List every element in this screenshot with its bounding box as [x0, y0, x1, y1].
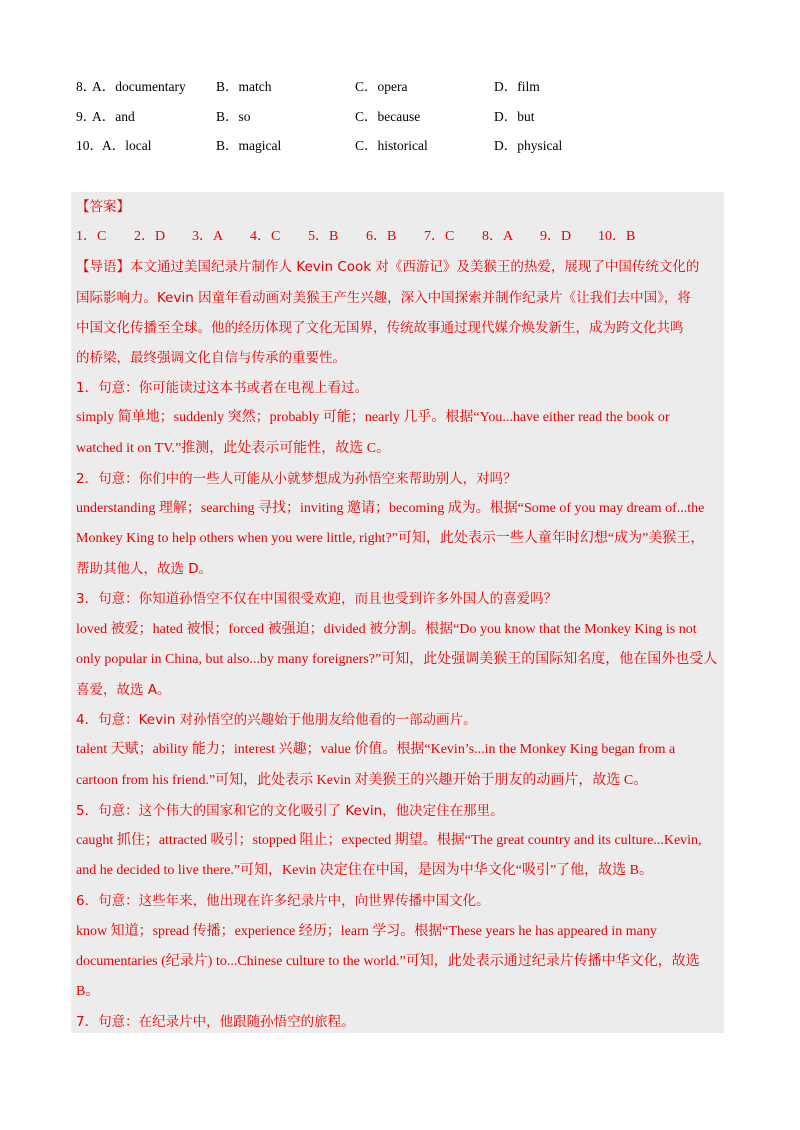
explanation-line: simply 简单地；suddenly 突然；probably 可能；nearly 几乎。根据“You...have either read the book or [76, 410, 670, 426]
explanation-line: 4．句意：Kevin 对孙悟空的兴趣始于他朋友给他看的一部动画片。 [76, 712, 477, 729]
answer-key: 7．C [424, 229, 455, 245]
explanation-line: cartoon from his friend.”可知，此处表示 Kevin 对美猴王的兴趣开始于朋友的动画片，故选 C。 [76, 772, 648, 788]
intro-line: 的桥梁，最终强调文化自信与传承的重要性。 [76, 349, 346, 366]
explanation-line: loved 被爱；hated 被恨；forced 被强迫；divided 被分割。根据“Do you know that the Monkey King is not [76, 621, 697, 637]
answer-key-row [76, 222, 721, 252]
explanation-line: 6．句意：这些年来，他出现在许多纪录片中，向世界传播中国文化。 [76, 893, 490, 910]
question-9-options [76, 106, 726, 136]
option-c: C．historical [355, 138, 428, 153]
question-number: 9． [76, 108, 97, 124]
option-c: C．opera [355, 79, 408, 94]
explanation-line: watched it on TV.”推测，此处表示可能性，故选 C。 [76, 440, 391, 456]
option-c: C．because [355, 108, 421, 124]
option-a: A．and [92, 108, 135, 124]
intro-line: 国际影响力。Kevin 因童年看动画对美猴王产生兴趣，深入中国探索并制作纪录片《让我们去中国》，将 [76, 289, 691, 306]
answer-key: 6．B [366, 229, 397, 245]
option-d: D．film [494, 79, 540, 94]
explanation-line: caught 抓住；attracted 吸引；stopped 阻止；expected 期望。根据“The great country and its culture...Kevin, [76, 832, 702, 848]
explanation-line: 7．句意：在纪录片中，他跟随孙悟空的旅程。 [76, 1014, 355, 1031]
option-b: B．magical [216, 138, 282, 153]
answer-key: 2．D [134, 229, 166, 245]
explanation-line: 1．句意：你可能读过这本书或者在电视上看过。 [76, 380, 369, 397]
option-a: A．documentary [92, 79, 186, 94]
answer-key: 1．C [76, 229, 107, 245]
explanation-line: documentaries (纪录片) to...Chinese culture to the world.”可知，此处表示通过纪录片传播中华文化，故选 [76, 953, 700, 969]
question-number: 8． [76, 79, 97, 94]
answer-key: 4．C [250, 229, 281, 245]
answer-section [71, 192, 724, 1033]
explanation-line: and he decided to live there.”可知，Kevin 决定住在中国，是因为中华文化“吸引”了他，故选 B。 [76, 863, 654, 879]
option-d: D．but [494, 108, 535, 124]
explanation-line: talent 天赋；ability 能力；interest 兴趣；value 价值。根据“Kevin’s...in the Monkey King began from a [76, 742, 676, 758]
explanation-line: 帮助其他人，故选 D。 [76, 561, 213, 578]
explanation-line: 喜爱，故选 A。 [76, 682, 171, 698]
explanation-line: 2．句意：你们中的一些人可能从小就梦想成为孙悟空来帮助别人，对吗？ [76, 470, 517, 487]
option-a: A．local [102, 138, 152, 153]
explanation-line: B。 [76, 983, 100, 999]
answer-key: 10．B [598, 229, 636, 245]
explanation-line: only popular in China, but also...by many foreigners?”可知，此处强调美猴王的国际知名度，他在国外也受人 [76, 651, 718, 667]
answer-key: 3．A [192, 229, 224, 245]
question-10-options [76, 135, 726, 165]
intro-line: 中国文化传播至全球。他的经历体现了文化无国界，传统故事通过现代媒介焕发新生，成为跨文化共鸣 [76, 319, 684, 336]
option-b: B．match [216, 79, 272, 94]
answer-key: 9．D [540, 229, 572, 245]
explanation-line: Monkey King to help others when you were little, right?”可知，此处表示一些人童年时幻想“成为”美猴王， [76, 531, 705, 547]
answer-key: 8．A [482, 229, 514, 245]
answer-key: 5．B [308, 229, 339, 245]
explanation-line: 3．句意：你知道孙悟空不仅在中国很受欢迎，而且也受到许多外国人的喜爱吗？ [76, 591, 558, 608]
intro-line: 【导语】本文通过美国纪录片制作人 Kevin Cook 对《西游记》及美猴王的热爱，展现了中国传统文化的 [76, 259, 700, 276]
option-d: D．physical [494, 138, 563, 153]
answer-heading: 【答案】 [76, 199, 130, 215]
question-number: 10． [76, 138, 103, 153]
explanation-line: understanding 理解；searching 寻找；inviting 邀请；becoming 成为。根据“Some of you may dream of...the [76, 500, 705, 516]
question-8-options [76, 76, 726, 106]
explanation-line: know 知道；spread 传播；experience 经历；learn 学习。根据“These years he has appeared in many [76, 923, 657, 939]
question-options [76, 76, 726, 165]
explanation-line: 5．句意：这个伟大的国家和它的文化吸引了 Kevin，他决定住在那里。 [76, 802, 504, 819]
answer-content [76, 192, 721, 1037]
option-b: B．so [216, 108, 251, 124]
